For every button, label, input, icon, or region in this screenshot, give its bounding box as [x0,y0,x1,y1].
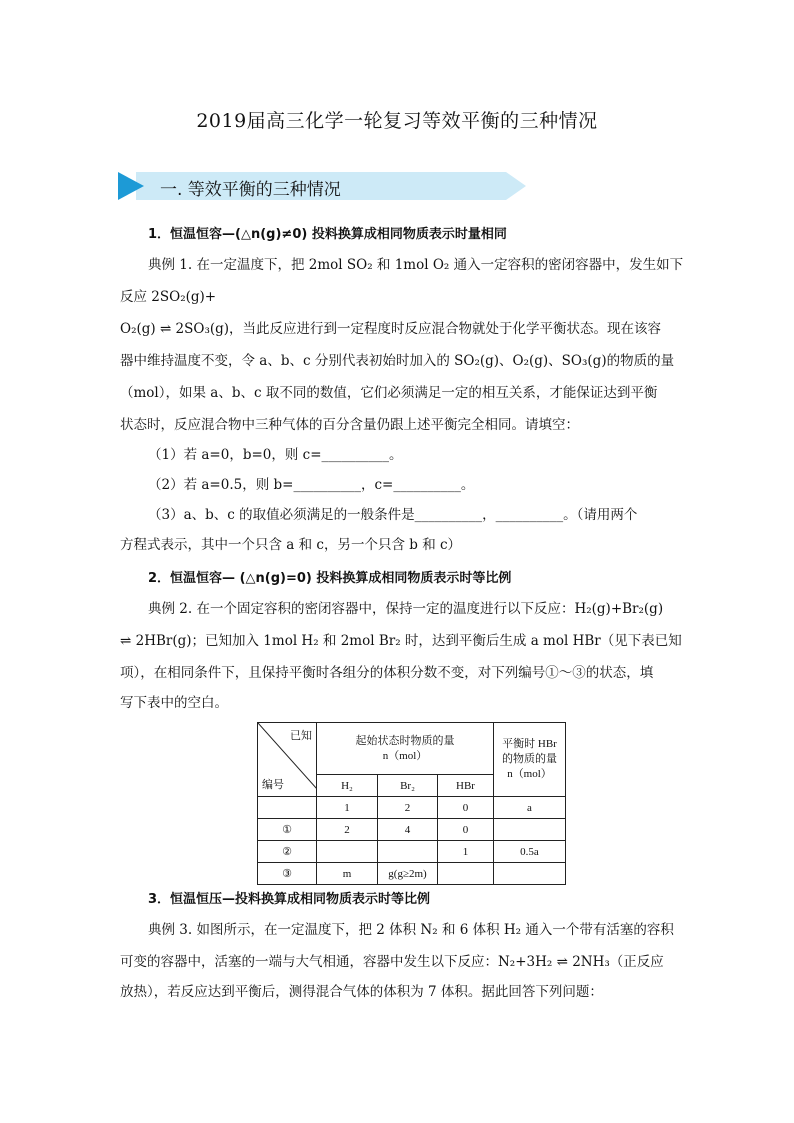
table-cell [258,797,317,819]
eq-header-line: 的物质的量 [502,753,557,765]
case2-line: 项），在相同条件下，且保持平衡时各组分的体积分数不变，对下列编号①～③的状态，填 [120,665,654,681]
table-row [258,841,566,863]
equilibrium-header [494,723,566,797]
table-row [258,863,566,885]
case2-heading: 2．恒温恒容— (△n(g)=0) 投料换算成相同物质表示时等比例 [148,571,512,586]
table-cell: ③ [258,863,317,885]
case1-question-2: （2）若 a=0.5，则 b=__________，c=__________。 [148,477,475,493]
eq-header-line: n（mol） [507,768,552,780]
table-corner-cell [258,723,317,797]
table-cell: m [317,863,378,885]
table-cell [438,863,494,885]
table-cell [317,841,378,863]
case1-line: 典例 1. 在一定温度下，把 2mol SO₂ 和 1mol O₂ 通入一定容积的密闭容器中，发生如下 [148,257,684,273]
corner-bottom-label: 编号 [262,779,284,791]
case3-line: 可变的容器中，活塞的一端与大气相通，容器中发生以下反应：N₂+3H₂ ⇌ 2NH₃（正反应 [120,954,664,970]
table-row [258,797,566,819]
case3-line: 放热），若反应达到平衡后，测得混合气体的体积为 7 体积。据此回答下列问题： [120,984,603,1000]
table-cell: 0.5a [494,841,566,863]
table-cell: ① [258,819,317,841]
data-table [257,722,566,885]
table-cell: ② [258,841,317,863]
table-cell: a [494,797,566,819]
case3-heading: 3．恒温恒压—投料换算成相同物质表示时等比例 [148,892,431,907]
table-cell: 0 [438,797,494,819]
start-header-unit: n（mol） [382,749,428,762]
case1-line: 器中维持温度不变，令 a、b、c 分别代表初始时加入的 SO₂(g)、O₂(g)、SO₃(g)的物质的量 [120,353,675,369]
case2-line: 典例 2. 在一个固定容积的密闭容器中，保持一定的温度进行以下反应：H₂(g)+Br₂(g) [148,601,664,617]
table-cell: 1 [317,797,378,819]
case3-line: 典例 3. 如图所示，在一定温度下，把 2 体积 N₂ 和 6 体积 H₂ 通入一个带有活塞的容积 [148,922,674,938]
case1-line: 状态时，反应混合物中三种气体的百分含量仍跟上述平衡完全相同。请填空： [120,417,579,433]
table-cell [494,819,566,841]
case2-line: 写下表中的空白。 [120,695,228,711]
table-cell: 2 [378,797,438,819]
case1-line: O₂(g) ⇌ 2SO₃(g)，当此反应进行到一定程度时反应混合物就处于化学平衡状态。现在该容 [120,321,662,337]
table-cell: 2 [317,819,378,841]
corner-top-label: 已知 [290,730,312,742]
case1-question-1: （1）若 a=0，b=0，则 c=__________。 [148,447,403,463]
start-header-label: 起始状态时物质的量 [355,734,455,747]
eq-header-line: 平衡时 HBr [502,738,557,750]
case1-question-3: （3）a、b、c 的取值必须满足的一般条件是__________，__________。（请用两个 [148,507,638,523]
case1-question-3-cont: 方程式表示，其中一个只含 a 和 c，另一个只含 b 和 c） [120,537,462,553]
table-cell: 1 [438,841,494,863]
page-title: 2019届高三化学一轮复习等效平衡的三种情况 [196,110,598,132]
table-cell: g(g≥2m) [378,863,438,885]
column-header: H₂ [317,775,378,797]
case1-line: （mol），如果 a、b、c 取不同的数值，它们必须满足一定的相互关系，才能保证达到平衡 [120,385,658,401]
case2-line: ⇌ 2HBr(g)；已知加入 1mol H₂ 和 2mol Br₂ 时，达到平衡后生成 a mol HBr（见下表已知 [120,633,682,649]
column-header: HBr [438,775,494,797]
table-cell [494,863,566,885]
section-banner [118,170,528,202]
table-cell: 4 [378,819,438,841]
case1-line: 反应 2SO₂(g)+ [120,289,217,305]
column-header: Br₂ [378,775,438,797]
section-heading: 一. 等效平衡的三种情况 [160,180,341,200]
table-row [258,819,566,841]
table-cell [378,841,438,863]
table-cell: 0 [438,819,494,841]
start-header [317,723,494,775]
case1-heading: 1．恒温恒容—(△n(g)≠0) 投料换算成相同物质表示时量相同 [148,227,507,242]
